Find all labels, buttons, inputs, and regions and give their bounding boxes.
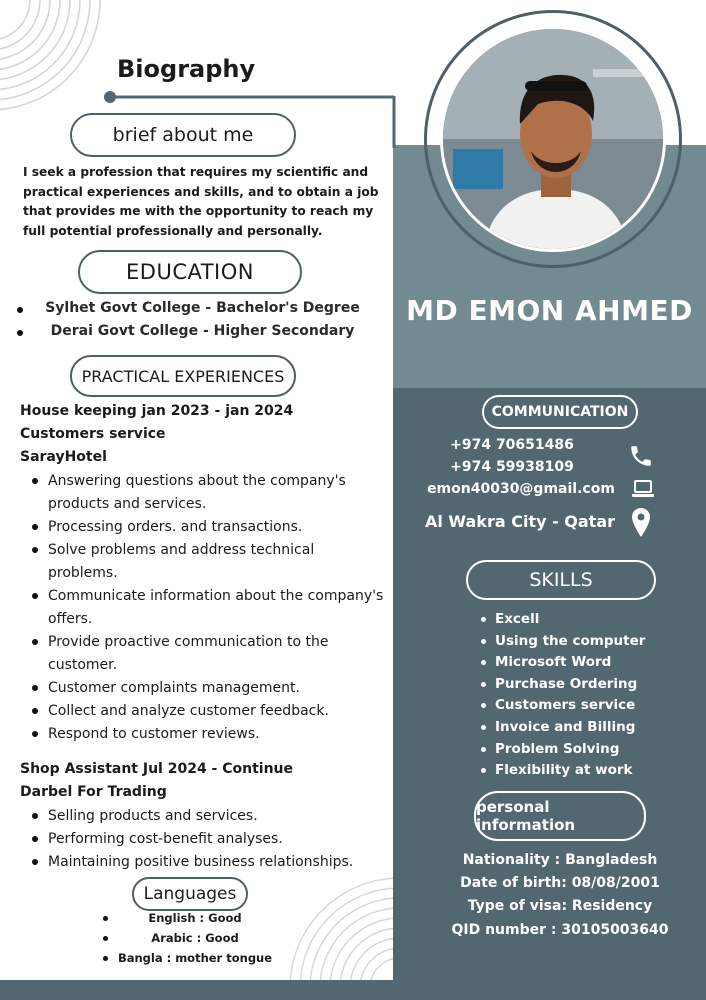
skill-item: Purchase Ordering: [480, 674, 680, 696]
personal-info-item: Nationality : Bangladesh: [462, 852, 658, 868]
location: Al Wakra City - Qatar: [424, 512, 616, 531]
phone-1: +974 70651486: [450, 437, 574, 453]
job-1-company: SarayHotel: [20, 449, 107, 465]
education-heading: EDUCATION: [78, 250, 302, 294]
personal-info-item: Date of birth: 08/08/2001: [460, 875, 660, 892]
skills-heading: SKILLS: [466, 560, 656, 600]
skill-item: Problem Solving: [480, 739, 680, 761]
practical-experiences-heading: PRACTICAL EXPERIENCES: [70, 355, 296, 397]
languages-heading: Languages: [132, 877, 248, 911]
language-item: Bangla : mother tongue: [100, 951, 280, 971]
job-2-duties: [30, 805, 385, 874]
education-item: Sylhet Govt College - Bachelor's Degree: [0, 300, 393, 323]
brief-about-me-text: I seek a profession that requires my scientific and practical experiences and skills, and to obtain a job that provides me with the opportunity to reach my full potential professionally and personally.: [23, 165, 379, 238]
education-list: [0, 300, 393, 346]
language-item: English : Good: [100, 911, 280, 931]
job-1-role: Customers service: [20, 426, 166, 442]
duty-item: Answering questions about the company's products and services.: [30, 470, 385, 516]
job-2-title: Shop Assistant Jul 2024 - Continue: [20, 761, 294, 777]
language-item: Arabic : Good: [100, 931, 280, 951]
duty-item: Respond to customer reviews.: [30, 723, 385, 746]
duty-item: Solve problems and address technical problems.: [30, 539, 385, 585]
duty-item: Maintaining positive business relationships.: [30, 851, 385, 874]
duty-item: Performing cost-benefit analyses.: [30, 828, 385, 851]
bullet-dot: [103, 936, 108, 941]
phone-icon: [628, 443, 654, 469]
job-1-duties: [30, 470, 385, 746]
decorative-arcs-top-left: [0, 0, 110, 120]
communication-heading: COMMUNICATION: [482, 395, 638, 429]
personal-information-heading: personal information: [474, 791, 646, 841]
email: emon40030@gmail.com: [427, 481, 615, 497]
phone-2: +974 59938109: [450, 459, 574, 475]
languages-list: [100, 911, 280, 971]
bullet-dot: [103, 956, 108, 961]
bullet-dot: [103, 916, 108, 921]
laptop-icon: [631, 479, 655, 499]
biography-title: Biography: [117, 55, 256, 83]
personal-info-item: QID number : 30105003640: [451, 921, 669, 938]
job-1-title: House keeping jan 2023 - jan 2024: [20, 403, 294, 419]
duty-item: Provide proactive communication to the customer.: [30, 631, 385, 677]
skill-item: Excell: [480, 609, 680, 631]
skill-item: Customers service: [480, 695, 680, 717]
skill-item: Invoice and Billing: [480, 717, 680, 739]
education-item: Derai Govt College - Higher Secondary: [0, 323, 393, 346]
skill-item: Microsoft Word: [480, 652, 680, 674]
skill-item: Using the computer: [480, 631, 680, 653]
personal-info-item: Type of visa: Residency: [467, 898, 653, 915]
personal-information-list: [430, 849, 690, 942]
bottom-strip: [0, 980, 706, 1000]
duty-item: Customer complaints management.: [30, 677, 385, 700]
duty-item: Collect and analyze customer feedback.: [30, 700, 385, 723]
skills-list: [480, 609, 680, 782]
location-pin-icon: [631, 507, 651, 539]
duty-item: Processing orders. and transactions.: [30, 516, 385, 539]
brief-about-me-heading: brief about me: [70, 113, 296, 157]
duty-item: Selling products and services.: [30, 805, 385, 828]
full-name: MD EMON AHMED: [406, 294, 693, 327]
decorative-arcs-bottom: [280, 868, 400, 980]
job-2-company: Darbel For Trading: [20, 784, 167, 800]
skill-item: Flexibility at work: [480, 760, 680, 782]
duty-item: Communicate information about the company's offers.: [30, 585, 385, 631]
profile-photo: [440, 26, 666, 252]
